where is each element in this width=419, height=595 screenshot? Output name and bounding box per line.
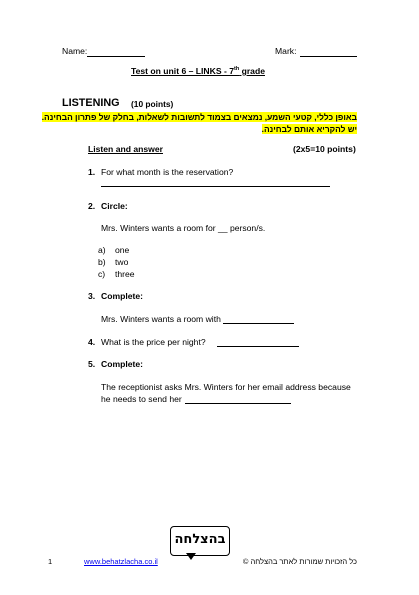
q2-option-text[interactable]: one [115,245,130,255]
score-label: (2x5=10 points) [293,144,356,154]
q5-label: Complete: [101,359,144,369]
name-label: Name: [62,46,88,56]
q2-option-text[interactable]: two [115,257,129,267]
instructions-line-1: באופן כללי, קטעי השמע, נמצאים בצמוד לתשובות לשאלות, בחלק של פתרון הבחינה. [41,112,357,122]
q4-answer-line[interactable] [217,346,299,347]
q1-answer-line[interactable] [101,186,330,187]
q3-label: Complete: [101,291,144,301]
q5-line-1: The receptionist asks Mrs. Winters for her email address because [101,382,351,392]
q1-number: 1. [88,167,96,177]
q3-number: 3. [88,291,96,301]
q3-answer-line[interactable] [223,323,294,324]
q2-number: 2. [88,201,96,211]
q5-number: 5. [88,359,96,369]
q3-sentence: Mrs. Winters wants a room with [101,314,221,324]
page-number: 1 [48,557,53,566]
website-link[interactable]: www.behatzlacha.co.il [84,557,158,566]
logo-speech-tail [186,553,196,560]
q2-label: Circle: [101,201,128,211]
q4-text: What is the price per night? [101,337,206,347]
q2-sentence: Mrs. Winters wants a room for __ person/s. [101,223,266,233]
q5-answer-line[interactable] [185,403,291,404]
q2-option-letter: c) [98,269,106,279]
section-title: LISTENING [62,97,120,109]
q2-option-text[interactable]: three [115,269,135,279]
mark-label: Mark: [275,46,297,56]
section-points: (10 points) [131,99,174,109]
q2-option-letter: b) [98,257,106,267]
copyright-text: כל הזכויות שמורות לאתר בהצלחה © [242,557,357,566]
q5-line-2: he needs to send her [101,394,182,404]
q2-option-letter: a) [98,245,106,255]
name-field[interactable] [87,56,145,57]
site-logo: בהצלחה [170,526,230,556]
instructions-line-2: יש להקריא אותם לבחינה. [261,124,357,134]
q1-text: For what month is the reservation? [101,167,234,177]
test-title: Test on unit 6 – LINKS - 7th grade [131,66,265,76]
q4-number: 4. [88,337,96,347]
mark-field[interactable] [300,56,357,57]
listen-heading: Listen and answer [88,144,163,154]
